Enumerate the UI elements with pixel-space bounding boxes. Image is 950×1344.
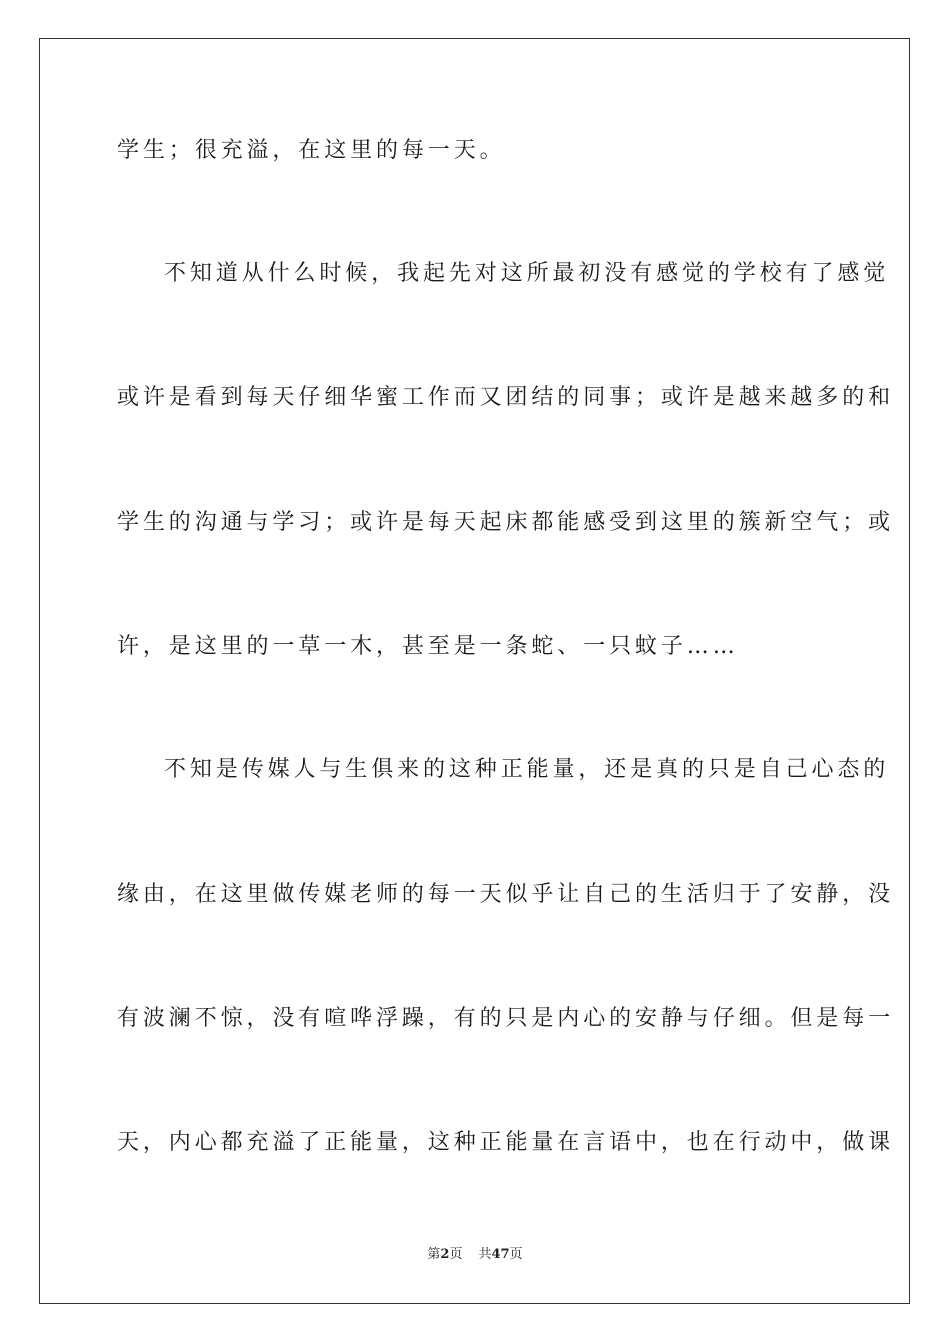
text-line-8: 有波澜不惊，没有喧哗浮躁，有的只是内心的安静与仔细。但是每一 (117, 1006, 895, 1031)
text-line-9: 天，内心都充溢了正能量，这种正能量在言语中，也在行动中，做课 (117, 1130, 895, 1155)
page-border (39, 38, 910, 1304)
text-line-3: 或许是看到每天仔细华蜜工作而又团结的同事；或许是越来越多的和 (117, 385, 895, 410)
total-pages: 47 (491, 1247, 510, 1262)
page-number: 2 (440, 1247, 450, 1262)
page-suffix: 页 (449, 1247, 463, 1262)
text-line-2: 不知道从什么时候，我起先对这所最初没有感觉的学校有了感觉 (164, 261, 890, 286)
text-line-5: 许，是这里的一草一木，甚至是一条蛇、一只蚊子…… (117, 634, 739, 659)
text-line-1: 学生；很充溢，在这里的每一天。 (117, 138, 506, 163)
text-line-6: 不知是传媒人与生俱来的这种正能量，还是真的只是自己心态的 (164, 757, 890, 782)
text-line-4: 学生的沟通与学习；或许是每天起床都能感受到这里的簇新空气；或 (117, 510, 895, 535)
page-footer (0, 1246, 950, 1264)
total-suffix: 页 (509, 1247, 523, 1262)
total-prefix: 共 (478, 1247, 492, 1262)
page-prefix: 第 (427, 1247, 441, 1262)
text-line-7: 缘由，在这里做传媒老师的每一天似乎让自己的生活归于了安静，没 (117, 882, 895, 907)
